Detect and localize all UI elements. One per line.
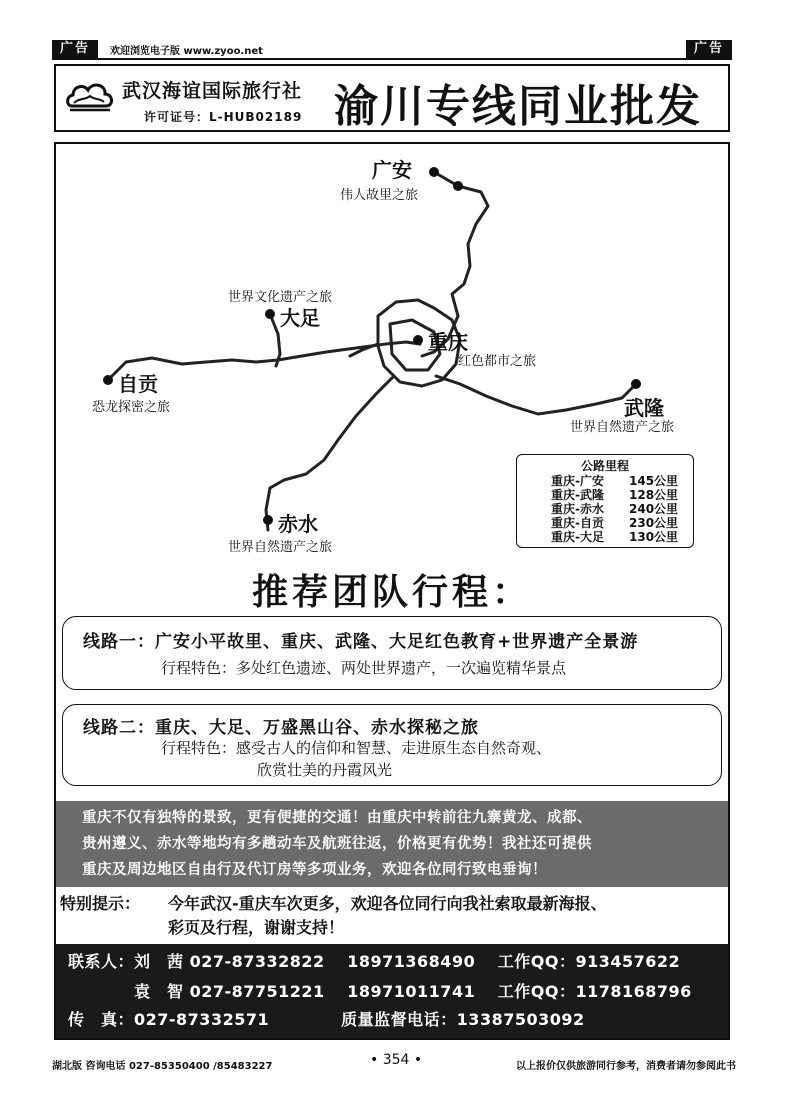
website-note: 欢迎浏览电子版 www.zyoo.net [110,46,263,57]
mileage-table [516,454,694,548]
place-wulong: 武隆 [624,396,664,420]
mileage-row: 重庆-赤水 240公里 [551,502,679,516]
route-2-feature: 行程特色：感受古人的信仰和智慧、走进原生态自然奇观、 [161,739,552,757]
place-dazu: 大足 [280,306,320,330]
mileage-row: 重庆-武隆 128公里 [551,488,679,502]
contact-row-2: 袁 智 027-87751221 18971011741 工作QQ：1178168796 [68,982,692,1001]
route-2-feature-cont: 欣赏壮美的丹霞风光 [257,761,393,779]
notice-text: 今年武汉-重庆车次更多，欢迎各位同行向我社索取最新海报、 彩页及行程，谢谢支持！ [168,894,607,937]
route-2-name: 线路二：重庆、大足、万盛黑山谷、赤水探秘之旅 [83,718,479,738]
section-title: 推荐团队行程： [251,572,532,613]
tagline-chongqing: 红色都市之旅 [458,354,537,369]
footer-disclaimer: 以上报价仅供旅游同行参考，消费者请勿参阅此书 [516,1061,736,1072]
ad-tag-left: 广告 [52,40,98,58]
mileage-row: 重庆-广安 145公里 [551,474,679,488]
agency-name: 武汉海谊国际旅行社 [122,80,303,102]
place-chongqing: 重庆 [428,330,468,354]
dazu-marker [265,309,275,319]
page-number: • 354 • [370,1052,423,1068]
tagline-wulong: 世界自然遗产之旅 [570,420,675,435]
route-card-1 [62,616,722,690]
place-zigong: 自贡 [118,372,158,396]
place-chishui: 赤水 [278,512,318,536]
contact-panel [56,944,728,1038]
place-guangan: 广安 [372,158,412,182]
route-card-2 [62,704,722,786]
license-number: 许可证号：L-HUB02189 [144,110,303,124]
tagline-guangan: 伟人故里之旅 [340,188,419,203]
contact-row-3: 传 真：027-87332571 质量监督电话：13387503092 [68,1010,585,1029]
wulong-marker [631,379,641,389]
tagline-zigong: 恐龙探密之旅 [92,400,171,415]
promo-line: 重庆及周边地区自由行及代订房等多项业务，欢迎各位同行致电垂询！ [82,862,547,878]
main-title: 渝川专线同业批发 [334,81,702,132]
tagline-dazu: 世界文化遗产之旅 [228,290,333,305]
promo-banner [56,801,728,887]
contact-row-1: 联系人：刘 茜 027-87332822 18971368490 工作QQ：913457622 [68,952,681,971]
chishui-marker [263,515,273,525]
notice-label: 特别提示： [60,894,141,913]
promo-line: 重庆不仅有独特的景致，更有便捷的交通！由重庆中转前往九寨黄龙、成都、 [82,810,592,826]
zigong-marker [103,375,113,385]
cloud-logo-icon [64,76,116,116]
content-frame [54,142,730,1040]
route-1-feature: 行程特色：多处红色遗迹、两处世界遗产，一次遍览精华景点 [161,659,567,677]
route-1-name: 线路一：广安小平故里、重庆、武隆、大足红色教育+世界遗产全景游 [83,632,639,652]
header-box [54,64,730,132]
top-divider [52,58,732,60]
mileage-row: 重庆-自贡 230公里 [551,516,679,530]
guangan-marker [429,167,439,177]
chongqing-marker [413,335,423,345]
footer-hotline: 湖北版 咨询电话 027-85350400 /85483227 [52,1061,273,1072]
promo-line: 贵州遵义、赤水等地均有多趟动车及航班往返，价格更有优势！我社还可提供 [82,836,592,852]
ad-tag-right: 广告 [686,40,732,58]
mileage-row: 重庆-大足 130公里 [551,530,679,544]
mileage-title: 公路里程 [580,459,629,473]
tagline-chishui: 世界自然遗产之旅 [228,540,333,555]
